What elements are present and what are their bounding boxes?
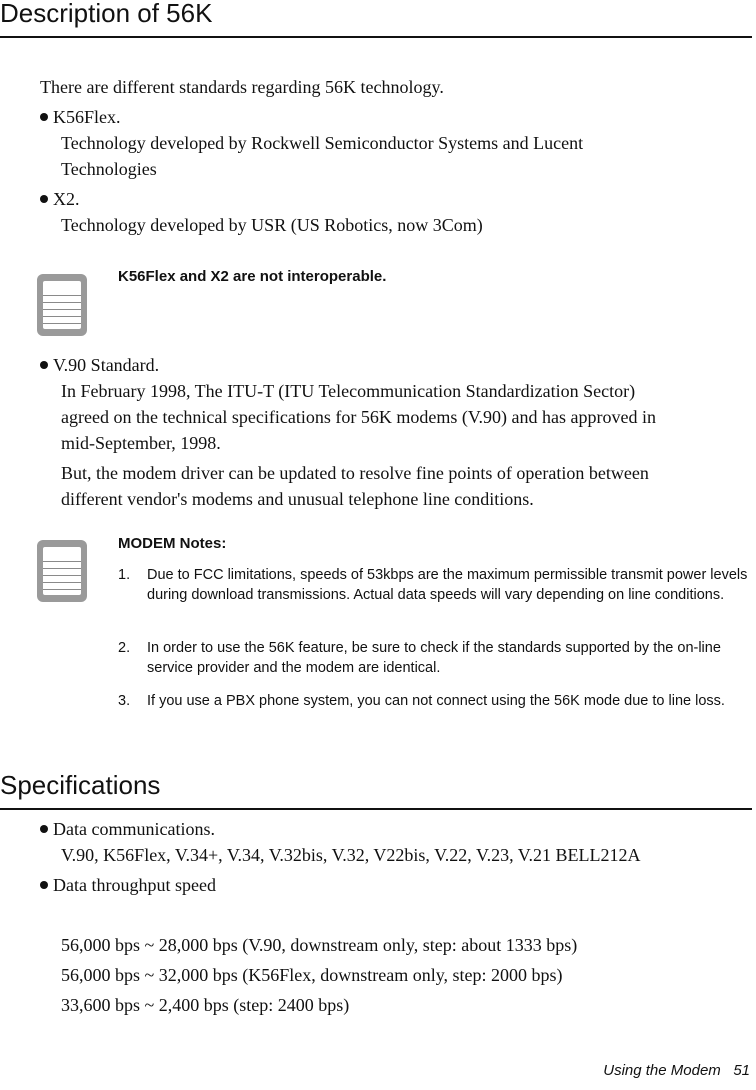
bullet-title: Data throughput speed <box>53 875 216 895</box>
footer-label: Using the Modem <box>603 1062 721 1079</box>
bullet-title: X2. <box>53 189 80 209</box>
bullet-title: Data communications. <box>53 819 215 839</box>
note-interop: K56Flex and X2 are not interoperable. <box>118 268 387 285</box>
note-number: 2. <box>118 640 131 656</box>
bullet-dot <box>40 825 48 833</box>
page-number: 51 <box>733 1062 750 1079</box>
heading-rule <box>0 36 752 38</box>
bullet-title: K56Flex. <box>53 107 121 127</box>
page-footer <box>603 1062 750 1079</box>
speed-line: 33,600 bps ~ 2,400 bps (step: 2400 bps) <box>61 995 350 1015</box>
bullet-line: Technologies <box>61 159 157 179</box>
bullet-line: Technology developed by Rockwell Semiconductor Systems and Lucent <box>61 133 584 153</box>
v90-line: mid-September, 1998. <box>61 433 221 453</box>
note-text: Due to FCC limitations, speeds of 53kbps are the maximum permissible transmit power levels during download transmissions. Actual data speeds will vary depending on line conditions. <box>147 567 748 603</box>
speed-line: 56,000 bps ~ 32,000 bps (K56Flex, downstream only, step: 2000 bps) <box>61 965 563 985</box>
bullet-title: V.90 Standard. <box>53 355 160 375</box>
bullet-x2 <box>40 186 80 212</box>
intro-text: There are different standards regarding 56K technology. <box>40 77 444 97</box>
bullet-dot <box>40 113 48 121</box>
modem-note-item <box>118 691 752 711</box>
bullet-dot <box>40 881 48 889</box>
bullet-v90 <box>40 352 159 378</box>
v90-line: agreed on the technical specifications for 56K modems (V.90) and has approved in <box>61 407 656 427</box>
notepad-icon <box>37 540 87 602</box>
bullet-line: V.90, K56Flex, V.34+, V.34, V.32bis, V.32, V22bis, V.22, V.23, V.21 BELL212A <box>61 845 641 865</box>
modem-note-item <box>118 565 752 605</box>
v90-line: In February 1998, The ITU-T (ITU Telecommunication Standardization Sector) <box>61 381 636 401</box>
note-text: If you use a PBX phone system, you can not connect using the 56K mode due to line loss. <box>147 693 725 709</box>
bullet-dot <box>40 195 48 203</box>
note-number: 3. <box>118 693 131 709</box>
section-heading-description: Description of 56K <box>0 0 213 28</box>
heading-rule <box>0 808 752 810</box>
bullet-data-communications <box>40 816 215 842</box>
section-heading-specifications: Specifications <box>0 770 161 800</box>
notepad-icon <box>37 274 87 336</box>
bullet-k56flex <box>40 104 121 130</box>
v90-line: different vendor's modems and unusual telephone line conditions. <box>61 489 534 509</box>
bullet-line: Technology developed by USR (US Robotics, now 3Com) <box>61 215 483 235</box>
note-text: In order to use the 56K feature, be sure to check if the standards supported by the on-line service provider and the modem are identical. <box>147 640 721 676</box>
speed-line: 56,000 bps ~ 28,000 bps (V.90, downstream only, step: about 1333 bps) <box>61 935 578 955</box>
note-number: 1. <box>118 567 131 583</box>
v90-line: But, the modem driver can be updated to resolve fine points of operation between <box>61 463 649 483</box>
bullet-dot <box>40 361 48 369</box>
bullet-throughput <box>40 872 216 898</box>
modem-notes-title: MODEM Notes: <box>118 535 227 552</box>
modem-note-item <box>118 638 752 678</box>
